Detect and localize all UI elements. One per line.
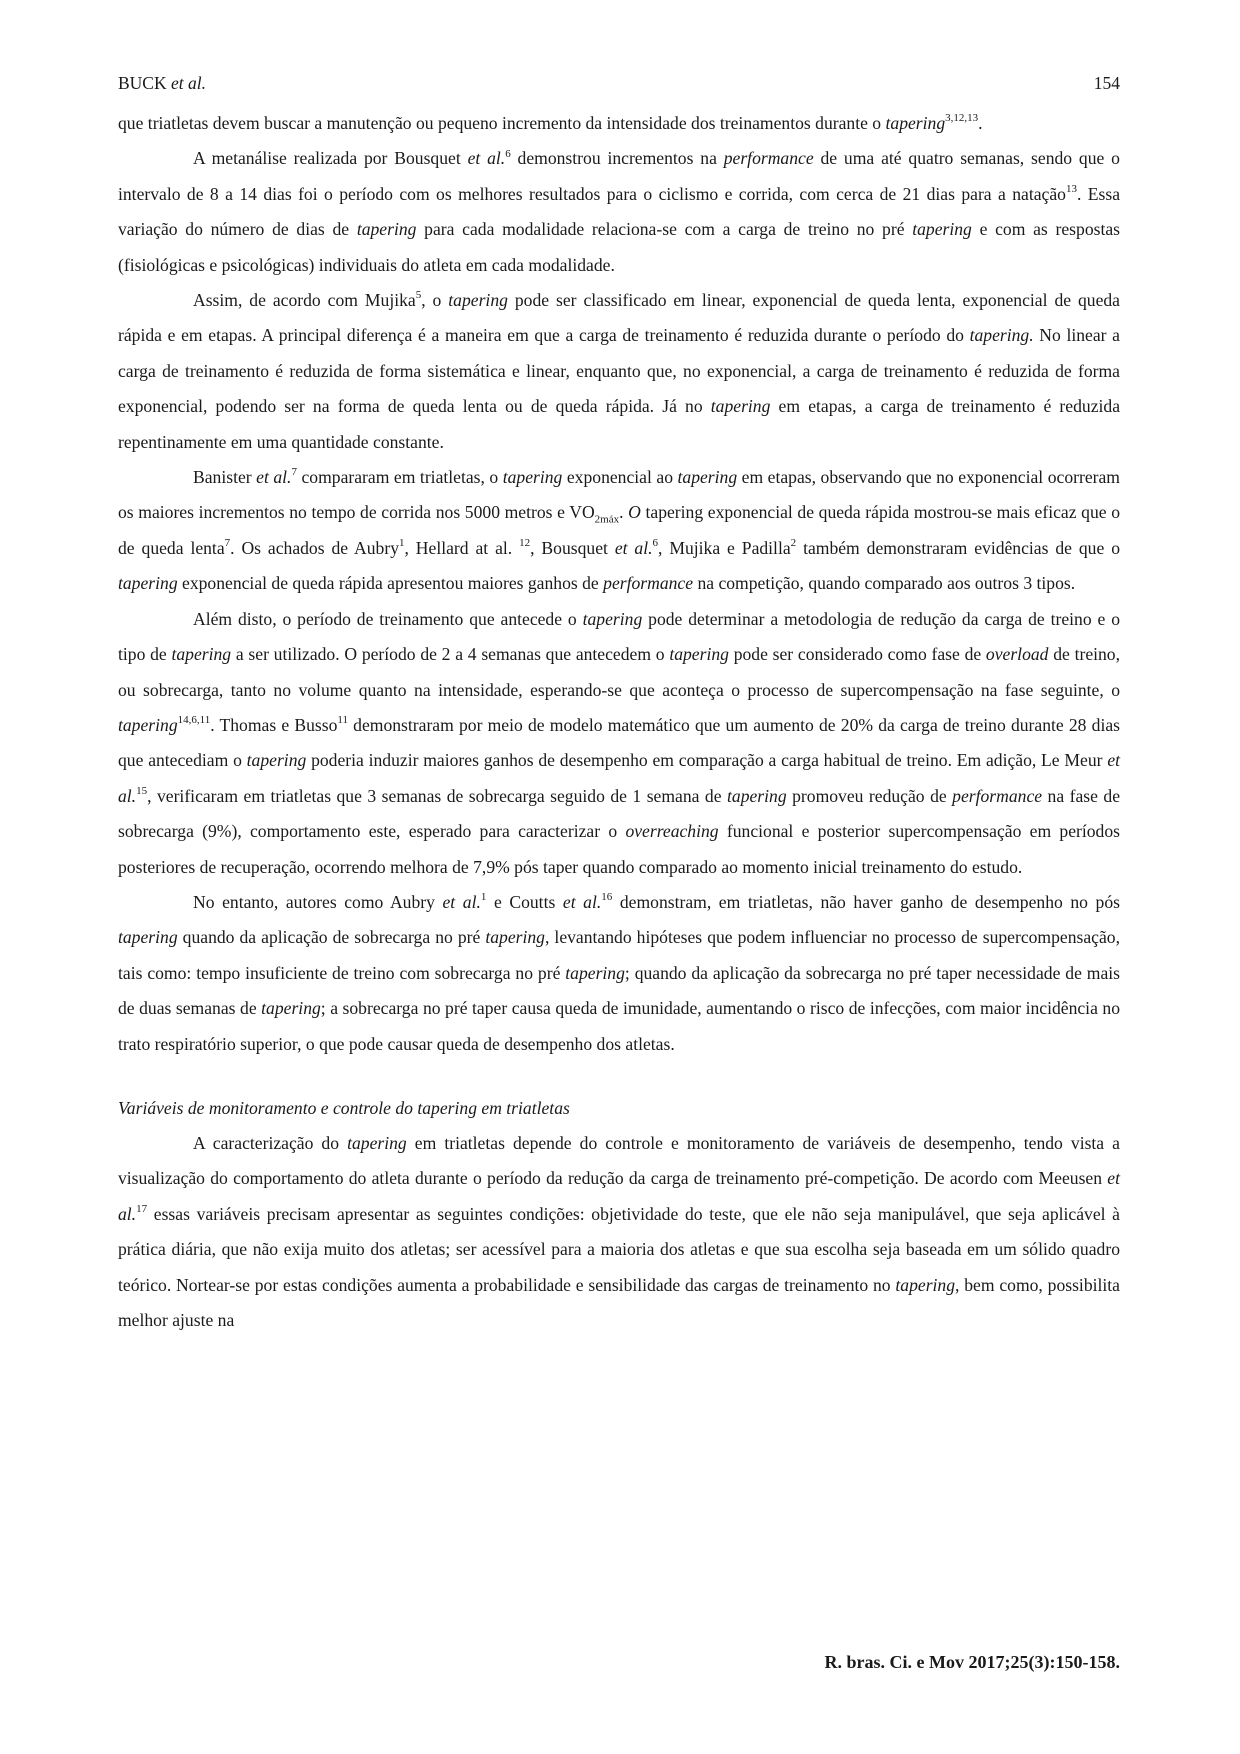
text-run: em etapas, observando que no exponencial ocorreram os maiores incrementos no tempo de corrida nos 5000 metros e VO: [118, 467, 1120, 523]
italic-text: et al.: [467, 148, 506, 169]
body-paragraph: [118, 885, 1120, 1062]
text-run: pode determinar a metodologia de redução da carga de treino e o tipo de: [118, 608, 1121, 665]
article-page: [118, 70, 1120, 1338]
italic-text: tapering: [677, 467, 738, 488]
text-run: Além disto, o período de treinamento que antecede o: [193, 608, 583, 629]
text-run: promoveu redução de: [786, 785, 953, 806]
italic-text: tapering: [448, 290, 508, 311]
italic-text: et al.: [118, 1168, 1120, 1224]
running-header: [118, 70, 1120, 96]
text-run: e Coutts: [486, 891, 563, 912]
text-run: .: [619, 502, 629, 523]
text-run: na competição, quando comparado aos outros 3 tipos.: [693, 573, 1076, 594]
text-run: ; a sobrecarga no pré taper causa queda de imunidade, aumentando o risco de infecções, com maior incidência no trato respiratório superior, o que pode causar queda de desempenho dos atletas.: [118, 998, 1120, 1054]
text-run: A caracterização do: [193, 1132, 348, 1153]
text-run: quando da aplicação de sobrecarga no pré: [177, 927, 486, 948]
citation-superscript: 2: [790, 537, 797, 550]
text-run: que triatletas devem buscar a manutenção ou pequeno incremento da intensidade dos treinamentos durante o: [118, 113, 886, 133]
italic-text: performance: [603, 573, 694, 594]
text-run: , Bousquet: [530, 537, 615, 558]
text-run: de treino, ou sobrecarga, tanto no volume quanto na intensidade, esperando-se que aconteça o processo de supercompensação na fase seguinte, o: [118, 644, 1121, 700]
text-run: essas variáveis precisam apresentar as seguintes condições: objetividade do teste, que ele não seja manipulável, que seja aplicável à prática diária, que não exija muito dos atletas; ser acessível para a maioria dos atletas e que sua escolha seja baseada em um sólido quadro teórico. Nortear-se por estas condições aumenta a probabilidade e sensibilidade das cargas de treinamento no: [118, 1203, 1120, 1295]
section-body-text: [118, 1126, 1120, 1338]
text-run: No entanto, autores como Aubry: [193, 891, 443, 912]
text-run: . Os achados de Aubry: [230, 537, 399, 558]
italic-text: tapering: [347, 1132, 407, 1153]
citation-superscript: 13: [1065, 182, 1077, 195]
italic-text: tapering: [727, 785, 787, 806]
italic-text: performance: [952, 785, 1043, 806]
italic-text: tapering: [582, 608, 643, 629]
italic-text: et al.: [442, 891, 481, 912]
italic-text: performance: [723, 148, 814, 169]
italic-text: overload: [985, 644, 1049, 665]
text-run: pode ser classificado em linear, exponencial de queda lenta, exponencial de queda rápida e em etapas. A principal diferença é a maneira em que a carga de treinamento é reduzida durante o período do: [118, 290, 1120, 346]
text-run: A metanálise realizada por Bousquet: [193, 148, 468, 169]
citation-superscript: 16: [601, 891, 613, 904]
italic-text: tapering: [246, 750, 307, 771]
citation-superscript: 7: [291, 466, 297, 479]
running-header-author: BUCK et al.: [118, 73, 206, 93]
text-run: em triatletas depende do controle e monitoramento de variáveis de desempenho, tendo vista a visualização do comportamento do atleta durante o período da redução da carga de treinamento pré-competição. De acordo com Meeusen: [118, 1132, 1120, 1189]
italic-text: O: [628, 502, 641, 523]
journal-citation-footer: R. bras. Ci. e Mov 2017;25(3):150-158.: [824, 1652, 1120, 1672]
text-run: demonstram, em triatletas, não haver ganho de desempenho no pós: [612, 891, 1120, 912]
citation-superscript: 3,12,13: [945, 112, 979, 125]
italic-text: tapering: [118, 927, 178, 948]
italic-text: tapering: [895, 1274, 956, 1295]
italic-text: tapering: [885, 113, 946, 133]
body-paragraph: [118, 106, 1120, 141]
italic-text: tapering: [565, 962, 625, 983]
text-run: , bem como, possibilita melhor ajuste na: [118, 1274, 1120, 1330]
text-run: .: [978, 113, 983, 133]
text-run: e com as respostas (fisiológicas e psicológicas) individuais do atleta em cada modalidade.: [118, 219, 1121, 275]
text-run: pode ser considerado como fase de: [728, 644, 986, 665]
italic-text: tapering: [710, 396, 771, 417]
italic-text: tapering: [171, 644, 232, 665]
citation-superscript: 5: [415, 289, 422, 302]
text-run: No linear a carga de treinamento é reduzida de forma sistemática e linear, enquanto que, no exponencial, a carga de treinamento é reduzida de forma exponencial, podendo ser na forma de queda lenta ou de queda rápida. Já no: [118, 325, 1120, 417]
citation-superscript: 6: [652, 537, 659, 550]
italic-text: overreaching: [625, 821, 719, 842]
text-run: em etapas, a carga de treinamento é reduzida repentinamente em uma quantidade constante.: [118, 396, 1121, 452]
italic-text: et al.: [614, 537, 653, 558]
text-run: para cada modalidade relaciona-se com a carga de treino no pré: [416, 219, 913, 240]
italic-text: tapering: [669, 644, 729, 665]
citation-superscript: 6: [505, 147, 511, 160]
italic-text: et al.: [118, 750, 1121, 806]
text-run: funcional e posterior supercompensação em períodos posteriores de recuperação, ocorrendo melhora de 7,9% pós taper quando comparado ao momento inicial treinamento do estudo.: [118, 821, 1121, 877]
italic-text: et al.: [256, 467, 292, 488]
citation-superscript: 7: [224, 537, 231, 550]
citation-superscript: 15: [136, 784, 148, 797]
italic-text: tapering.: [969, 325, 1034, 346]
text-run: , levantando hipóteses que podem influenciar no processo de supercompensação, tais como: tempo insuficiente de treino com sobrecarga no pré: [118, 927, 1120, 983]
italic-text: tapering: [485, 927, 545, 948]
text-run: de uma até quatro semanas, sendo que o intervalo de 8 a 14 dias foi o período com os melhores resultados para o ciclismo e corrida, com cerca de 21 dias para a natação: [118, 148, 1120, 204]
body-paragraph: [118, 460, 1120, 602]
text-run: Banister: [193, 467, 257, 488]
body-paragraph: [118, 141, 1120, 283]
text-run: a ser utilizado. O período de 2 a 4 semanas que antecedem o: [231, 644, 670, 665]
text-run: ; quando da aplicação da sobrecarga no pré taper necessidade de mais de duas semanas de: [118, 962, 1121, 1019]
text-run: demonstrou incrementos na: [510, 148, 724, 169]
text-run: na fase de sobrecarga (9%), comportamento este, esperado para caracterizar o: [118, 785, 1121, 842]
italic-text: et al.: [562, 891, 602, 912]
text-run: demonstraram por meio de modelo matemático que um aumento de 20% da carga de treino durante 28 dias que antecediam o: [118, 714, 1120, 771]
text-run: , Hellard at al.: [404, 537, 520, 558]
text-run: . Thomas e Busso: [210, 714, 338, 735]
citation-superscript: 11: [337, 714, 348, 727]
text-run: tapering exponencial de queda rápida mostrou-se mais eficaz que o de queda lenta: [118, 502, 1120, 558]
subscript: 2máx: [594, 513, 620, 526]
text-run: exponencial de queda rápida apresentou maiores ganhos de: [177, 573, 604, 594]
body-text: [118, 106, 1120, 1062]
citation-superscript: 17: [136, 1202, 148, 1215]
text-run: , o: [421, 290, 449, 311]
italic-text: tapering: [118, 573, 178, 594]
italic-text: tapering: [118, 714, 178, 735]
citation-superscript: 1: [480, 891, 487, 904]
text-run: poderia induzir maiores ganhos de desempenho em comparação a carga habitual de treino. Em adição, Le Meur: [306, 750, 1108, 771]
text-run: também demonstraram evidências de que o: [796, 537, 1120, 558]
section-paragraph: [118, 1126, 1120, 1338]
page-number: 154: [1093, 73, 1120, 93]
citation-superscript: 1: [399, 537, 405, 550]
text-run: Assim, de acordo com Mujika: [193, 290, 416, 311]
italic-text: tapering: [261, 998, 321, 1019]
italic-text: tapering: [502, 467, 563, 488]
body-paragraph: [118, 602, 1120, 885]
citation-superscript: 12: [519, 537, 531, 550]
text-run: exponencial ao: [562, 467, 678, 488]
italic-text: tapering: [356, 219, 417, 240]
text-run: , Mujika e Padilla: [658, 537, 791, 558]
body-paragraph: [118, 283, 1120, 460]
text-run: , verificaram em triatletas que 3 semanas de sobrecarga seguido de 1 semana de: [147, 785, 728, 806]
text-run: compararam em triatletas, o: [296, 467, 503, 488]
citation-superscript: 14,6,11: [177, 714, 211, 727]
section-heading: Variáveis de monitoramento e controle do tapering em triatletas: [118, 1097, 570, 1118]
text-run: . Essa variação do número de dias de: [118, 183, 1121, 240]
italic-text: tapering: [912, 219, 972, 240]
